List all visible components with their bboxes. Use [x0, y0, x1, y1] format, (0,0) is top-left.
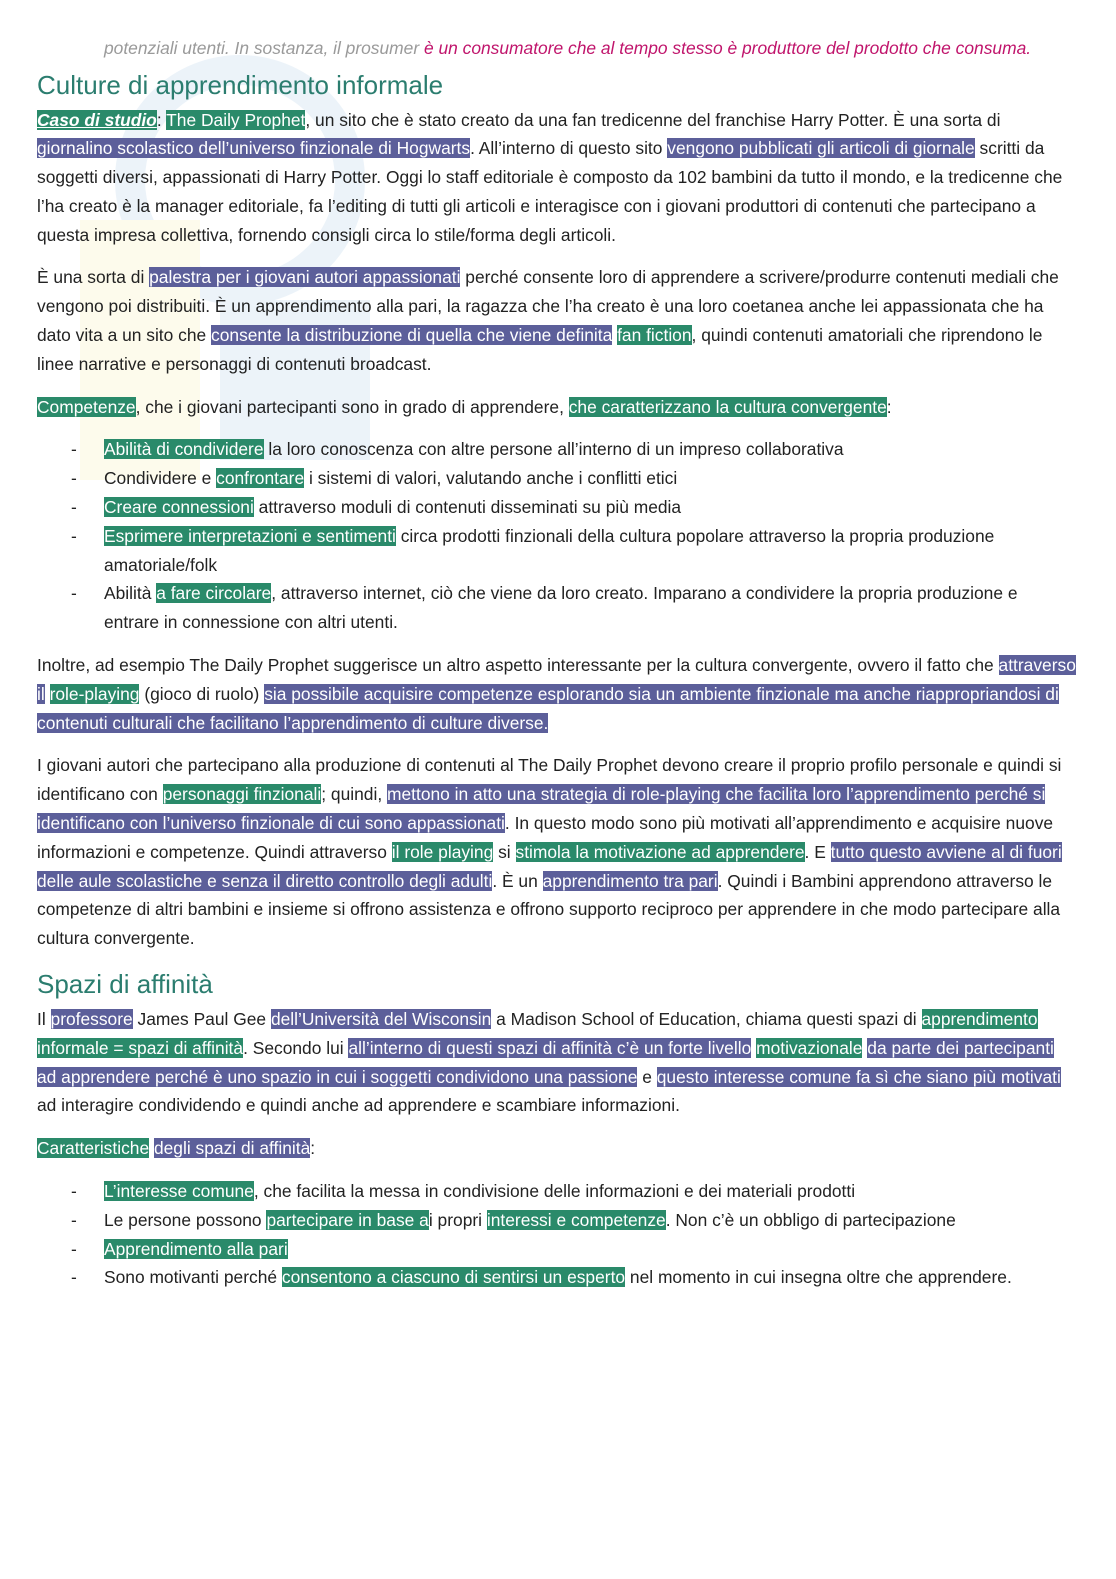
list-item [37, 579, 1077, 637]
highlight-green: confrontare [216, 468, 305, 489]
text-span: . Quindi i Bambini apprendono attraverso le competenze di altri bambini e insieme si offrono assistenza e offrono supporto reciproco per apprendere in che modo partecipare alla cultura convergente. [37, 870, 1061, 949]
text-span: perché consente loro di apprendere a scrivere/produrre contenuti mediali che vengono poi distribuiti. È un apprendimento alla pari, la ragazza che l’ha creato è una loro coetanea anche lei appassionata che ha dato vita a un sito che [37, 267, 1059, 346]
text-span: : [156, 109, 167, 130]
list-item [37, 493, 1077, 522]
list-item [37, 522, 1077, 580]
text-span: scritti da soggetti diversi, appassionati di Harry Potter. Oggi lo staff editoriale è composto da 102 bambini da tutto il mondo, e la tredicenne che l’ha creato è la manager editoriale, fa l’editing di tutti gli articoli e interagisce con i giovani produttori di contenuti che partecipano a questa impresa collettiva, fornendo consigli circa lo stile/forma degli articoli. [37, 138, 1063, 245]
highlight-purple: dell’Università del Wisconsin [270, 1009, 492, 1030]
caratteristiche-list [37, 1177, 1077, 1292]
list-item [37, 435, 1077, 464]
highlight-purple: apprendimento tra pari [542, 870, 718, 891]
text-span: . In questo modo sono più motivati all’apprendimento e acquisire nuove informazioni e competenze. Quindi attraverso [37, 813, 1054, 862]
text-span: circa prodotti finzionali della cultura popolare attraverso la propria produzione amatoriale/folk [104, 525, 995, 575]
competenze-list [37, 435, 1077, 637]
text-span: e [637, 1066, 657, 1087]
text-span: . All’interno di questo sito [470, 138, 668, 159]
text-span: a Madison School of Education, chiama questi spazi di [491, 1009, 922, 1030]
text-span: , che facilita la messa in condivisione delle informazioni e dei materiali prodotti [253, 1181, 856, 1201]
text-span: , quindi contenuti amatoriali che riprendono le linee narrative e personaggi di contenuti broadcast. [37, 325, 1043, 374]
text-span: i sistemi di valori, valutando anche i conflitti etici [304, 468, 678, 489]
highlight-green: Apprendimento alla pari [104, 1238, 288, 1259]
highlight-green: Creare connessioni [104, 497, 254, 518]
highlight-green: motivazionale [756, 1037, 863, 1058]
list-item [37, 464, 1077, 493]
highlight-green: Esprimere interpretazioni e sentimenti [104, 525, 396, 546]
section-heading-culture: Culture di apprendimento informale [37, 69, 444, 100]
text-span: I giovani autori che partecipano alla produzione di contenuti al The Daily Prophet devono creare il proprio profilo personale e quindi si identificano con [37, 755, 1062, 805]
highlight-green: fan fiction [617, 325, 692, 346]
paragraph-competenze [37, 393, 1077, 422]
text-span: si [493, 841, 516, 862]
text-span: attraverso moduli di contenuti disseminati su più media [253, 497, 682, 518]
text-span: i propri [428, 1209, 487, 1230]
text-span: ad interagire condividendo e quindi anche ad apprendere e scambiare informazioni. [37, 1095, 680, 1116]
text-span: Il [37, 1009, 51, 1030]
highlight-purple: degli spazi di affinità [153, 1138, 311, 1159]
highlight-green: L’interesse comune [104, 1181, 254, 1201]
text-span: Sono motivanti perché [104, 1267, 282, 1288]
highlight-purple: consente la distribuzione di quella che viene definita [211, 325, 613, 346]
intro-paragraph [37, 36, 1077, 62]
text-span: (gioco di ruolo) [139, 683, 265, 704]
case-study-label: Caso di studio [37, 109, 157, 130]
highlight-green: che caratterizzano la cultura convergente [568, 396, 887, 417]
highlight-green: Caratteristiche [37, 1138, 150, 1159]
text-span: , attraverso internet, ciò che viene da loro creato. Imparano a condividere la propria produzione e entrare in connessione con altri utenti. [104, 583, 1018, 633]
highlight-green: il role playing [391, 841, 494, 862]
document-page [37, 36, 1077, 1306]
highlight-green: Abilità di condividere [104, 439, 264, 460]
highlight-green: partecipare in base a [266, 1209, 429, 1230]
highlight-purple: professore [50, 1009, 133, 1030]
text-span: , un sito che è stato creato da una fan tredicenne del franchise Harry Potter. È una sorta di [305, 109, 1001, 130]
highlight-purple: mettono in atto una strategia di role-playing che facilita loro l’apprendimento perché si identificano con l’universo finzionale di cui sono appassionati [37, 784, 1046, 834]
highlight-purple: all’interno di questi spazi di affinità c’è un forte livello [348, 1037, 752, 1058]
highlight-green: role-playing [49, 683, 140, 704]
text-span: la loro conoscenza con altre persone all’interno di un impreso collaborativa [263, 439, 844, 460]
paragraph-case-study [37, 106, 1077, 250]
highlight-green: The Daily Prophet [166, 109, 306, 130]
highlight-purple: attraverso il [37, 655, 1076, 704]
list-item [37, 1177, 1077, 1206]
text-span: Inoltre, ad esempio The Daily Prophet suggerisce un altro aspetto interessante per la cultura convergente, ovvero il fatto che [37, 655, 999, 676]
paragraph-caratteristiche [37, 1134, 1077, 1163]
highlight-purple: questo interesse comune fa sì che siano più motivati [656, 1066, 1061, 1087]
text-span: Le persone possono [104, 1209, 267, 1230]
text-span: Condividere e [104, 468, 217, 489]
highlight-purple: giornalino scolastico dell’universo finzionale di Hogwarts [37, 138, 471, 159]
text-span [45, 684, 50, 704]
text-span: ; quindi, [321, 784, 387, 805]
highlight-green: interessi e competenze [486, 1209, 666, 1230]
text-span: , che i giovani partecipanti sono in grado di apprendere, [135, 396, 569, 417]
paragraph-gee [37, 1005, 1077, 1120]
highlight-purple: palestra per i giovani autori appassionati [149, 267, 461, 288]
paragraph-giovani-autori [37, 751, 1077, 953]
highlight-green: a fare circolare [156, 583, 272, 604]
highlight-purple: vengono pubblicati gli articoli di giornale [667, 138, 975, 159]
text-span: nel momento in cui insegna oltre che apprendere. [625, 1267, 1012, 1288]
highlight-green: apprendimento informale = spazi di affinità [37, 1009, 1038, 1058]
highlight-green: personaggi finzionali [162, 784, 322, 805]
highlight-purple: da parte dei partecipanti ad apprendere perché è uno spazio in cui i soggetti condividono una passione [37, 1037, 1054, 1087]
paragraph-palestra [37, 263, 1077, 378]
text-span: . Secondo lui [243, 1037, 349, 1058]
list-item [37, 1206, 1077, 1235]
section-heading-spazi: Spazi di affinità [37, 969, 213, 1000]
text-span: . Non c’è un obbligo di partecipazione [665, 1209, 956, 1230]
highlight-purple: tutto questo avviene al di fuori delle aule scolastiche e senza il diretto controllo degli adulti [37, 841, 1062, 891]
text-span: Abilità [104, 583, 157, 604]
paragraph-role-playing [37, 651, 1077, 737]
text-span: È una sorta di [37, 267, 150, 288]
text-span: James Paul Gee [132, 1009, 271, 1030]
text-span: . E [804, 841, 831, 862]
intro-text: potenziali utenti. In sostanza, il prosumer [104, 38, 424, 58]
intro-pink-text: è un consumatore che al tempo stesso è produttore del prodotto che consuma. [423, 38, 1032, 58]
text-span: . È un [492, 870, 543, 891]
list-item [37, 1263, 1077, 1292]
text-span: : [310, 1138, 316, 1159]
list-item [37, 1235, 1077, 1264]
highlight-green: Competenze [37, 396, 136, 417]
text-span: : [886, 396, 892, 417]
highlight-green: stimola la motivazione ad apprendere [515, 841, 805, 862]
highlight-green: consentono a ciascuno di sentirsi un esperto [281, 1267, 626, 1288]
highlight-purple: sia possibile acquisire competenze esplorando sia un ambiente finzionale ma anche riappropriandosi di contenuti culturali che facilitano l’apprendimento di culture diverse. [37, 683, 1059, 733]
